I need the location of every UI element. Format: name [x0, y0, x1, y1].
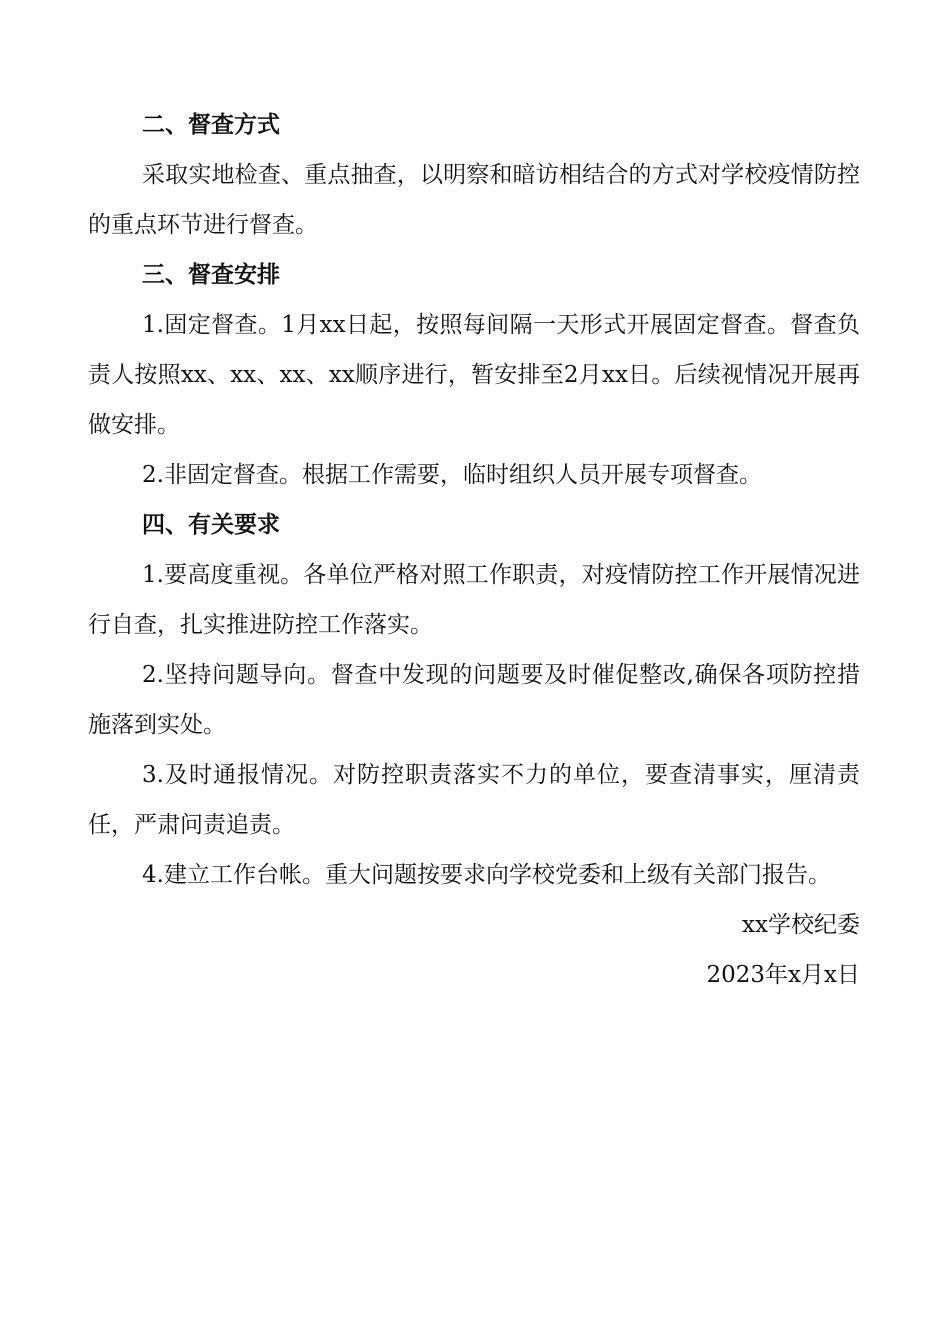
paragraph-requirement-2: 2.坚持问题导向。督查中发现的问题要及时催促整改,确保各项防控措施落到实处。 [88, 662, 860, 738]
paragraph-requirement-3: 3.及时通报情况。对防控职责落实不力的单位，要查清事实，厘清责任，严肃问责追责。 [88, 762, 860, 838]
paragraph-inspection-method: 采取实地检查、重点抽查，以明察和暗访相结合的方式对学校疫情防控的重点环节进行督查。 [88, 162, 860, 238]
section-heading-inspection-method: 二、督查方式 [142, 112, 280, 138]
document-page [88, 100, 860, 1000]
section-heading-inspection-arrangement: 三、督查安排 [142, 262, 280, 288]
paragraph-requirement-1: 1.要高度重视。各单位严格对照工作职责，对疫情防控工作开展情况进行自查，扎实推进防控工作落实。 [88, 562, 860, 638]
signature-organization: xx学校纪委 [742, 912, 860, 938]
paragraph-requirement-4: 4.建立工作台帐。重大问题按要求向学校党委和上级有关部门报告。 [142, 862, 831, 888]
paragraph-non-fixed-inspection: 2.非固定督查。根据工作需要，临时组织人员开展专项督查。 [142, 462, 762, 488]
signature-date: 2023年x月x日 [706, 962, 860, 988]
paragraph-fixed-inspection: 1.固定督查。1月xx日起，按照每间隔一天形式开展固定督查。督查负责人按照xx、xx、xx、xx顺序进行，暂安排至2月xx日。后续视情况开展再做安排。 [88, 312, 860, 438]
section-heading-requirements: 四、有关要求 [142, 512, 280, 538]
